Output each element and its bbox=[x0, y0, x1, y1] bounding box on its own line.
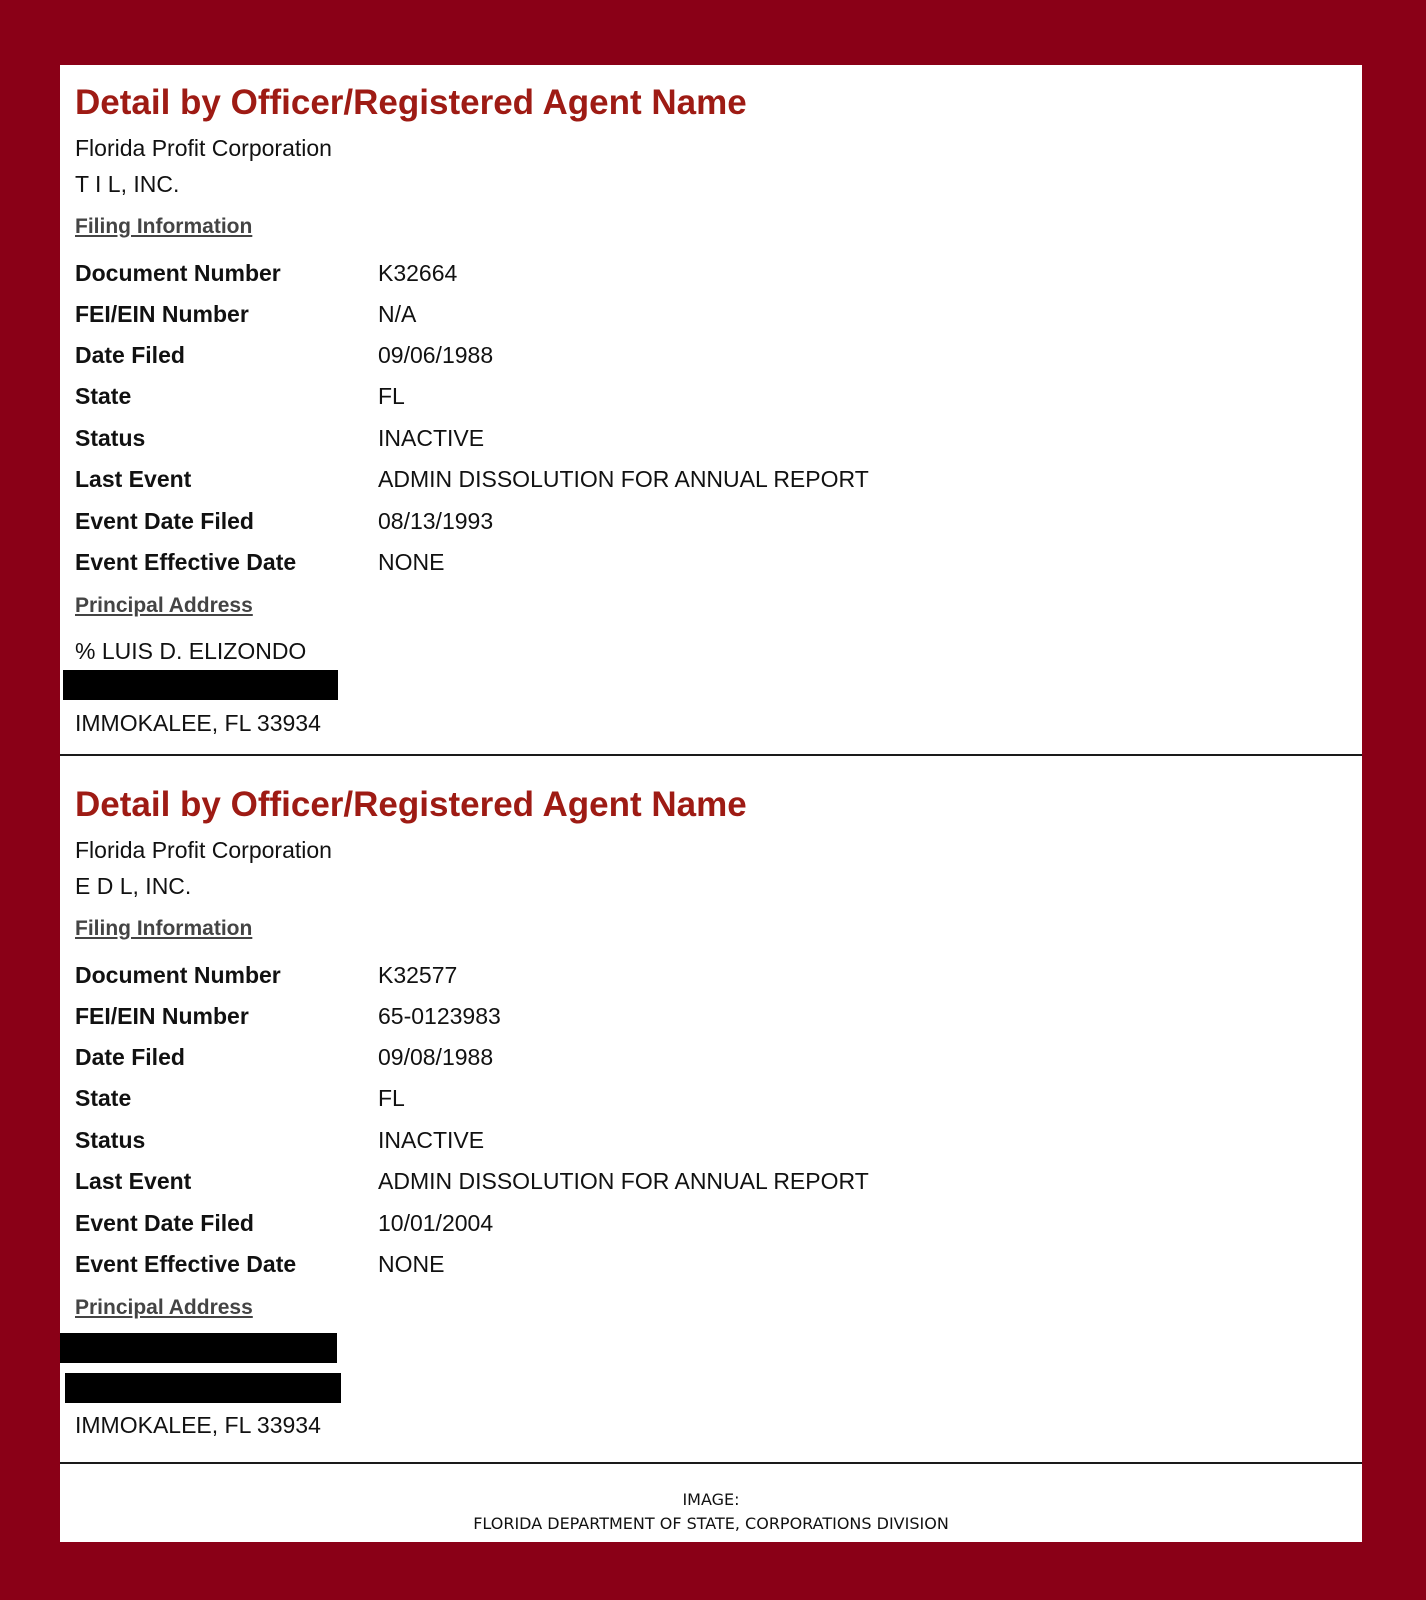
redaction-bar bbox=[65, 1373, 341, 1403]
field-label: Event Date Filed bbox=[75, 508, 254, 534]
field-value: 08/13/1993 bbox=[378, 508, 494, 534]
field-label: State bbox=[75, 383, 132, 409]
image-credit-footer bbox=[60, 1466, 1362, 1542]
field-label: Date Filed bbox=[75, 1044, 185, 1070]
record-edl-inc bbox=[60, 767, 1362, 1467]
field-value: NONE bbox=[378, 549, 445, 575]
field-value: INACTIVE bbox=[378, 425, 485, 451]
corporation-name: T I L, INC. bbox=[75, 171, 180, 197]
field-label: Event Effective Date bbox=[75, 549, 297, 575]
field-row-last-event bbox=[75, 1168, 1275, 1198]
filing-information-link[interactable]: Filing Information bbox=[75, 917, 253, 940]
field-label: Status bbox=[75, 425, 146, 451]
document-card bbox=[60, 65, 1362, 1542]
redaction-bar bbox=[60, 1333, 337, 1363]
field-label: FEI/EIN Number bbox=[75, 1003, 249, 1029]
address-city-line: IMMOKALEE, FL 33934 bbox=[75, 1412, 321, 1438]
field-row-state bbox=[75, 383, 1275, 413]
field-value: FL bbox=[378, 1085, 405, 1111]
field-label: FEI/EIN Number bbox=[75, 301, 249, 327]
field-value: K32577 bbox=[378, 962, 458, 988]
footer-credit-source: FLORIDA DEPARTMENT OF STATE, CORPORATIONS DIVISION bbox=[473, 1514, 949, 1533]
field-row-fei-ein-number bbox=[75, 1003, 1275, 1033]
field-value: ADMIN DISSOLUTION FOR ANNUAL REPORT bbox=[378, 1168, 869, 1194]
field-value: 10/01/2004 bbox=[378, 1210, 494, 1236]
field-row-status bbox=[75, 425, 1275, 455]
redaction-bar bbox=[63, 670, 338, 700]
field-label: Last Event bbox=[75, 466, 192, 492]
field-row-event-date-filed bbox=[75, 508, 1275, 538]
record-title: Detail by Officer/Registered Agent Name bbox=[75, 83, 747, 122]
field-value: 09/06/1988 bbox=[378, 342, 494, 368]
field-label: Event Date Filed bbox=[75, 1210, 254, 1236]
field-label: Event Effective Date bbox=[75, 1251, 297, 1277]
field-row-status bbox=[75, 1127, 1275, 1157]
field-value: ADMIN DISSOLUTION FOR ANNUAL REPORT bbox=[378, 466, 869, 492]
address-city-line: IMMOKALEE, FL 33934 bbox=[75, 710, 321, 736]
record-divider bbox=[60, 754, 1362, 756]
footer-divider bbox=[60, 1462, 1362, 1464]
field-row-event-effective-date bbox=[75, 549, 1275, 579]
field-row-state bbox=[75, 1085, 1275, 1115]
record-title: Detail by Officer/Registered Agent Name bbox=[75, 785, 747, 824]
field-label: Date Filed bbox=[75, 342, 185, 368]
filing-information-link[interactable]: Filing Information bbox=[75, 215, 253, 238]
principal-address-link[interactable]: Principal Address bbox=[75, 594, 253, 617]
field-value: 65-0123983 bbox=[378, 1003, 501, 1029]
field-label: Document Number bbox=[75, 260, 281, 286]
field-row-last-event bbox=[75, 466, 1275, 496]
field-label: Last Event bbox=[75, 1168, 192, 1194]
field-value: N/A bbox=[378, 301, 417, 327]
field-value: K32664 bbox=[378, 260, 458, 286]
field-row-document-number bbox=[75, 260, 1275, 290]
address-care-of-line: % LUIS D. ELIZONDO bbox=[75, 638, 307, 664]
corporation-name: E D L, INC. bbox=[75, 873, 192, 899]
field-value: 09/08/1988 bbox=[378, 1044, 494, 1070]
corporation-type: Florida Profit Corporation bbox=[75, 837, 332, 863]
field-row-date-filed bbox=[75, 1044, 1275, 1074]
record-til-inc bbox=[60, 65, 1362, 755]
field-value: FL bbox=[378, 383, 405, 409]
footer-credit-label: IMAGE: bbox=[682, 1490, 740, 1509]
field-label: State bbox=[75, 1085, 132, 1111]
principal-address-link[interactable]: Principal Address bbox=[75, 1296, 253, 1319]
field-row-event-effective-date bbox=[75, 1251, 1275, 1281]
field-value: INACTIVE bbox=[378, 1127, 485, 1153]
corporation-type: Florida Profit Corporation bbox=[75, 135, 332, 161]
field-row-event-date-filed bbox=[75, 1210, 1275, 1240]
field-label: Status bbox=[75, 1127, 146, 1153]
field-row-fei-ein-number bbox=[75, 301, 1275, 331]
field-label: Document Number bbox=[75, 962, 281, 988]
field-value: NONE bbox=[378, 1251, 445, 1277]
field-row-date-filed bbox=[75, 342, 1275, 372]
field-row-document-number bbox=[75, 962, 1275, 992]
